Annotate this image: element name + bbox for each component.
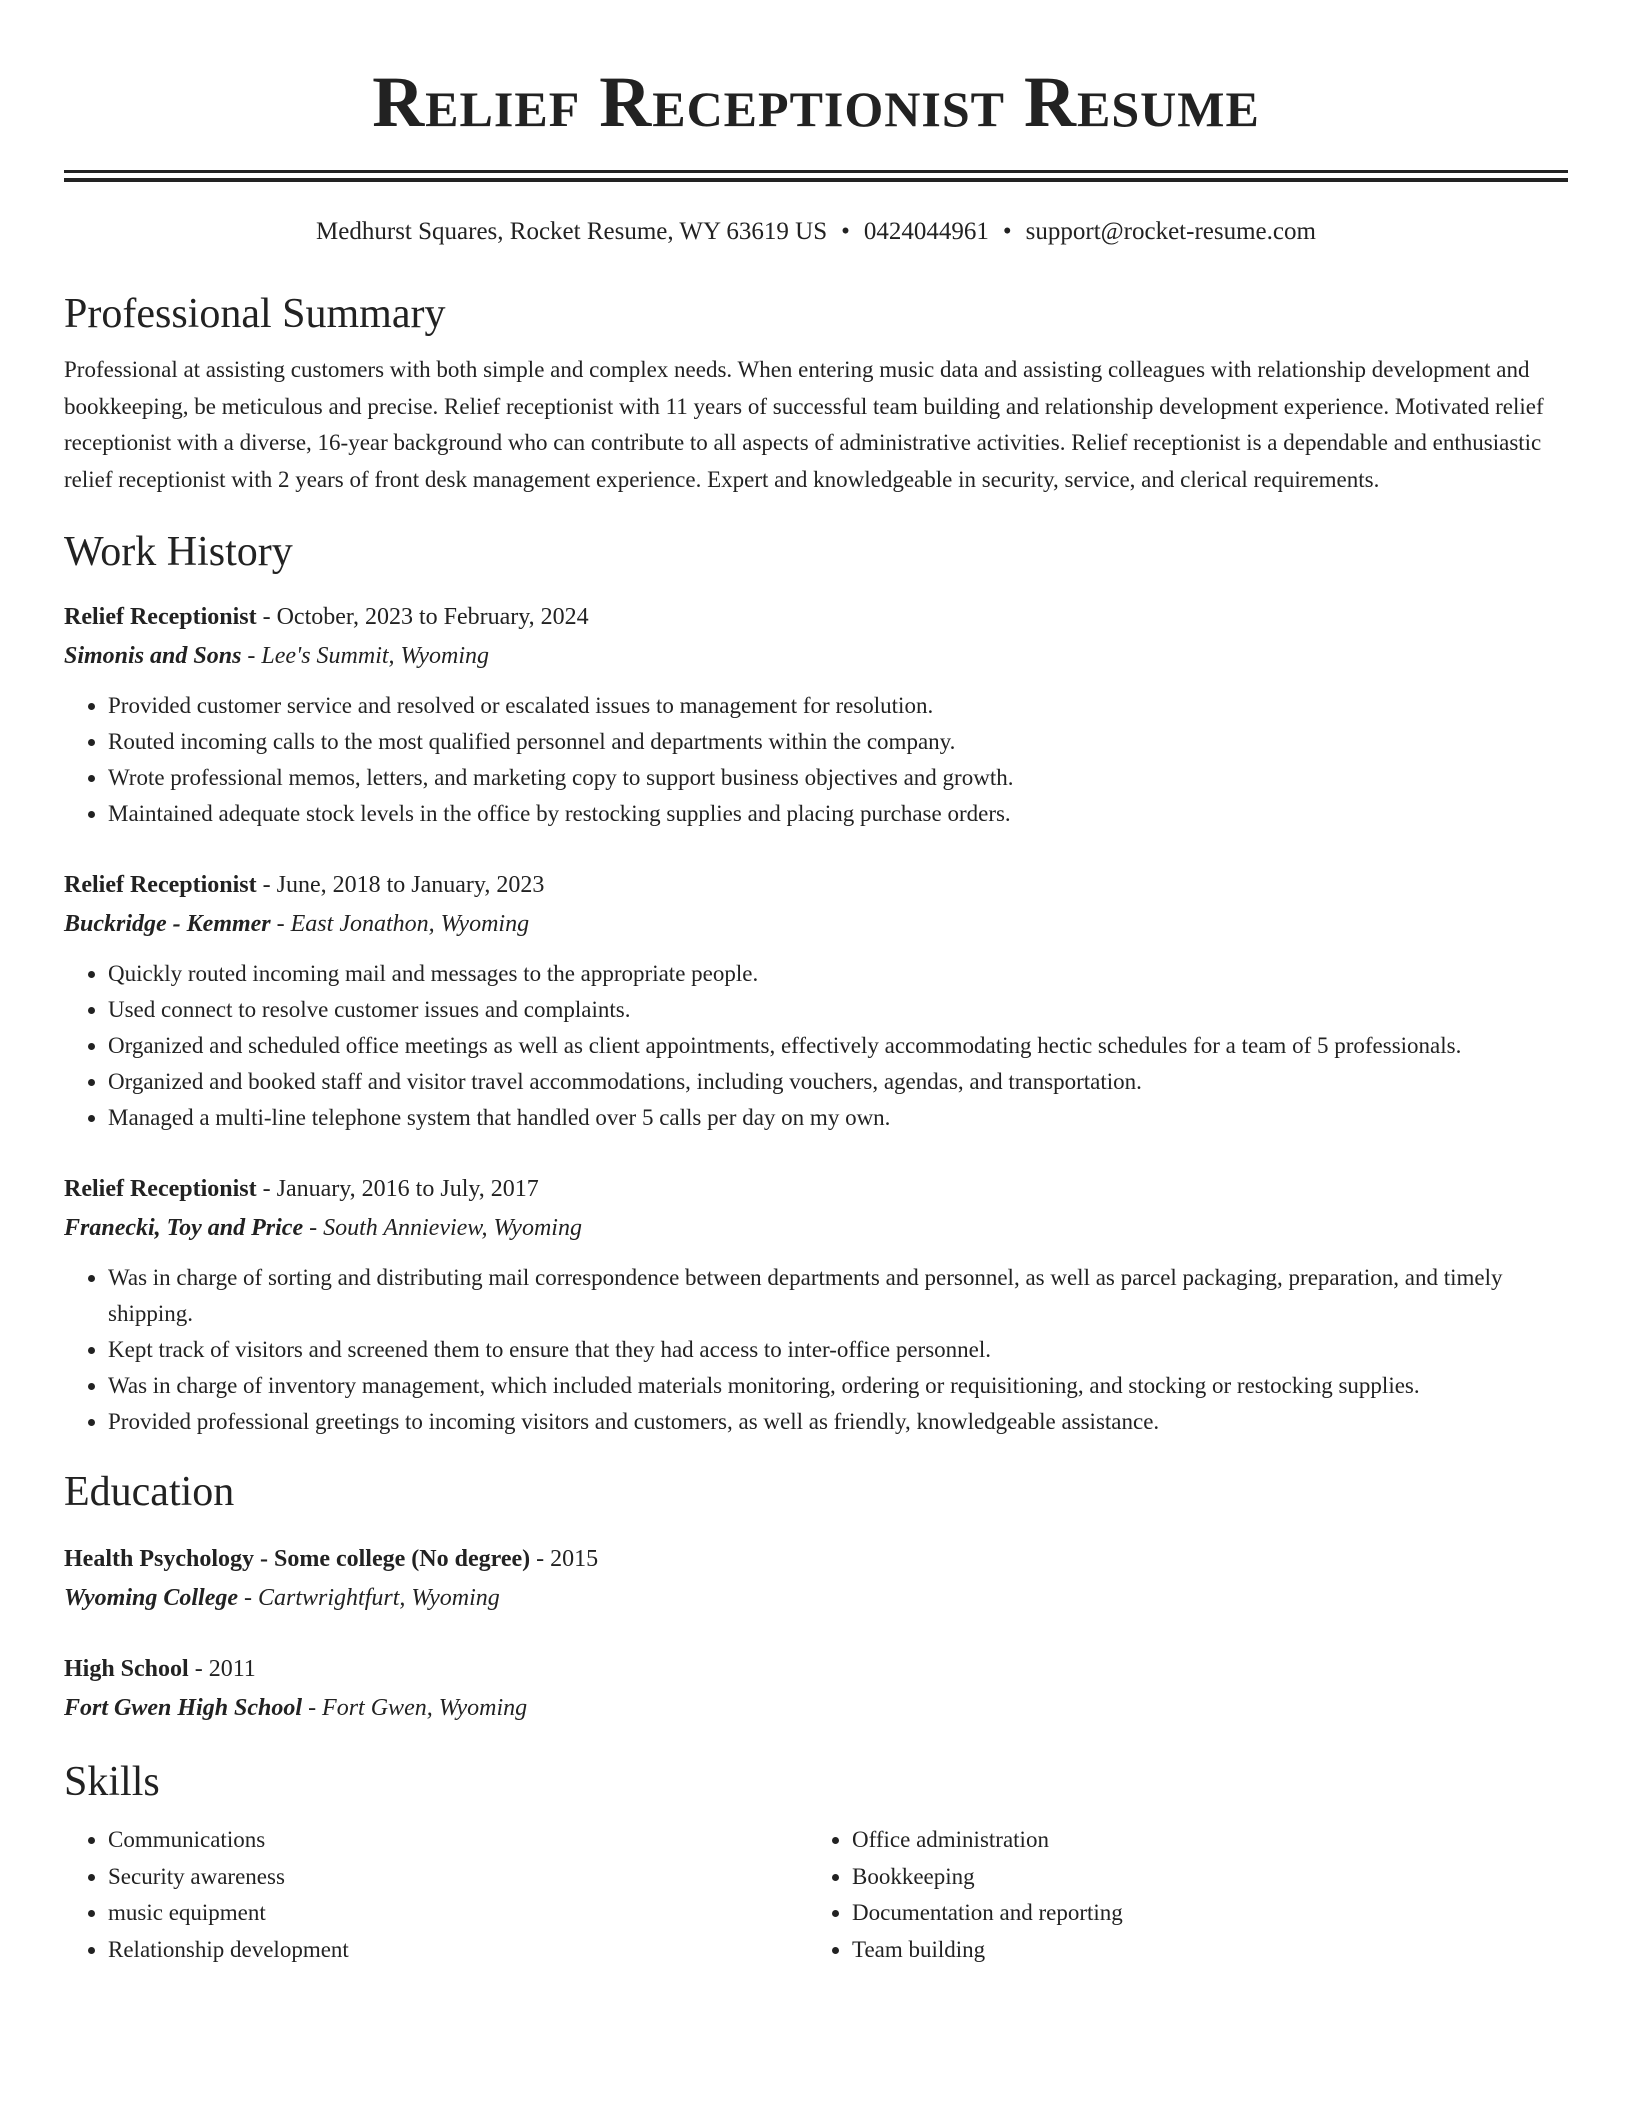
list-item: • Office administration [852, 1822, 1552, 1859]
job-bullets [64, 1260, 1568, 1440]
list-item: • Was in charge of sorting and distributing mail correspondence between departments and personnel, as well as parcel packaging, preparation, and timely shipping. [108, 1260, 1568, 1332]
employer-line [64, 637, 1568, 676]
school-location: - Fort Gwen, Wyoming [302, 1695, 528, 1721]
job-title-line [64, 1170, 1568, 1209]
resume-page [64, 0, 1568, 1968]
degree-line [64, 1540, 1568, 1579]
job-title: Relief Receptionist [64, 872, 257, 898]
school-location: - Cartwrightfurt, Wyoming [238, 1585, 500, 1611]
header-divider-top [64, 170, 1568, 173]
job-bullets [64, 688, 1568, 832]
contact-email: support@rocket-resume.com [1025, 218, 1316, 245]
list-item: • Security awareness [108, 1859, 808, 1896]
contact-address: Medhurst Squares, Rocket Resume, WY 63619 US [316, 218, 828, 245]
employer-name: Simonis and Sons [64, 643, 242, 669]
job-entry [64, 598, 1568, 832]
contact-info [64, 216, 1568, 248]
contact-separator: • [1002, 218, 1012, 245]
job-title-line [64, 598, 1568, 637]
job-dates: - January, 2016 to July, 2017 [256, 1176, 539, 1202]
skills-column-right [808, 1822, 1552, 1968]
degree-year: - 2011 [188, 1656, 256, 1682]
employer-location: - Lee's Summit, Wyoming [241, 643, 489, 669]
list-item: • Provided customer service and resolved or escalated issues to management for resolution. [108, 688, 1568, 724]
job-entry [64, 1170, 1568, 1440]
employer-line [64, 905, 1568, 944]
job-dates: - June, 2018 to January, 2023 [256, 872, 545, 898]
list-item: • Team building [852, 1932, 1552, 1969]
list-item: • Organized and scheduled office meetings as well as client appointments, effectively accommodating hectic schedules for a team of 5 professionals. [108, 1028, 1568, 1064]
employer-location: - South Annieview, Wyoming [303, 1215, 582, 1241]
page-title: Relief Receptionist Resume [372, 62, 1260, 142]
school-line [64, 1579, 1568, 1618]
list-item: • Relationship development [108, 1932, 808, 1969]
contact-phone: 0424044961 [863, 218, 989, 245]
summary-heading: Professional Summary [64, 291, 446, 337]
list-item: • Wrote professional memos, letters, and marketing copy to support business objectives and growth. [108, 760, 1568, 796]
header-divider-bottom [64, 178, 1568, 182]
job-entry [64, 866, 1568, 1136]
list-item: • music equipment [108, 1895, 808, 1932]
list-item: • Used connect to resolve customer issues and complaints. [108, 992, 1568, 1028]
list-item: • Provided professional greetings to incoming visitors and customers, as well as friendly, knowledgeable assistance. [108, 1404, 1568, 1440]
list-item: • Was in charge of inventory management, which included materials monitoring, ordering or requisitioning, and stocking or restocking supplies. [108, 1368, 1568, 1404]
job-title: Relief Receptionist [64, 1176, 257, 1202]
list-item: • Communications [108, 1822, 808, 1859]
list-item: • Managed a multi-line telephone system that handled over 5 calls per day on my own. [108, 1100, 1568, 1136]
skills-heading: Skills [64, 1759, 160, 1805]
summary-text: Professional at assisting customers with both simple and complex needs. When entering music data and assisting colleagues with relationship development and bookkeeping, be meticulous and precise. Relief receptionist with 11 years of successful team building and relationship development experience. Motivated relief receptionist with a diverse, 16-year background who can contribute to all aspects of administrative activities. Relief receptionist is a dependable and enthusiastic relief receptionist with 2 years of front desk management experience. Expert and knowledgeable in security, service, and clerical requirements. [64, 357, 1544, 492]
contact-separator: • [841, 218, 850, 245]
degree-year: - 2015 [530, 1546, 599, 1572]
job-dates: - October, 2023 to February, 2024 [256, 604, 589, 630]
degree-name: High School [64, 1656, 189, 1682]
list-item: • Maintained adequate stock levels in the office by restocking supplies and placing purchase orders. [108, 796, 1568, 832]
employer-location: - East Jonathon, Wyoming [270, 911, 530, 937]
skills-column-left [64, 1822, 808, 1968]
school-name: Wyoming College [64, 1585, 238, 1611]
employer-name: Franecki, Toy and Price [64, 1215, 304, 1241]
education-entry [64, 1540, 1568, 1618]
list-item: • Organized and booked staff and visitor travel accommodations, including vouchers, agendas, and transportation. [108, 1064, 1568, 1100]
school-line [64, 1689, 1568, 1728]
list-item: • Quickly routed incoming mail and messages to the appropriate people. [108, 956, 1568, 992]
list-item: • Documentation and reporting [852, 1895, 1552, 1932]
school-name: Fort Gwen High School [64, 1695, 303, 1721]
list-item: • Routed incoming calls to the most qualified personnel and departments within the company. [108, 724, 1568, 760]
list-item: • Bookkeeping [852, 1859, 1552, 1896]
list-item: • Kept track of visitors and screened them to ensure that they had access to inter-office personnel. [108, 1332, 1568, 1368]
education-entry [64, 1650, 1568, 1728]
employer-name: Buckridge - Kemmer [64, 911, 271, 937]
education-heading: Education [64, 1469, 235, 1515]
job-title-line [64, 866, 1568, 905]
job-title: Relief Receptionist [64, 604, 257, 630]
skills-list [64, 1822, 1568, 1968]
degree-line [64, 1650, 1568, 1689]
work-history-heading: Work History [64, 529, 293, 575]
degree-name: Health Psychology - Some college (No degree) [64, 1546, 531, 1572]
job-bullets [64, 956, 1568, 1136]
employer-line [64, 1209, 1568, 1248]
